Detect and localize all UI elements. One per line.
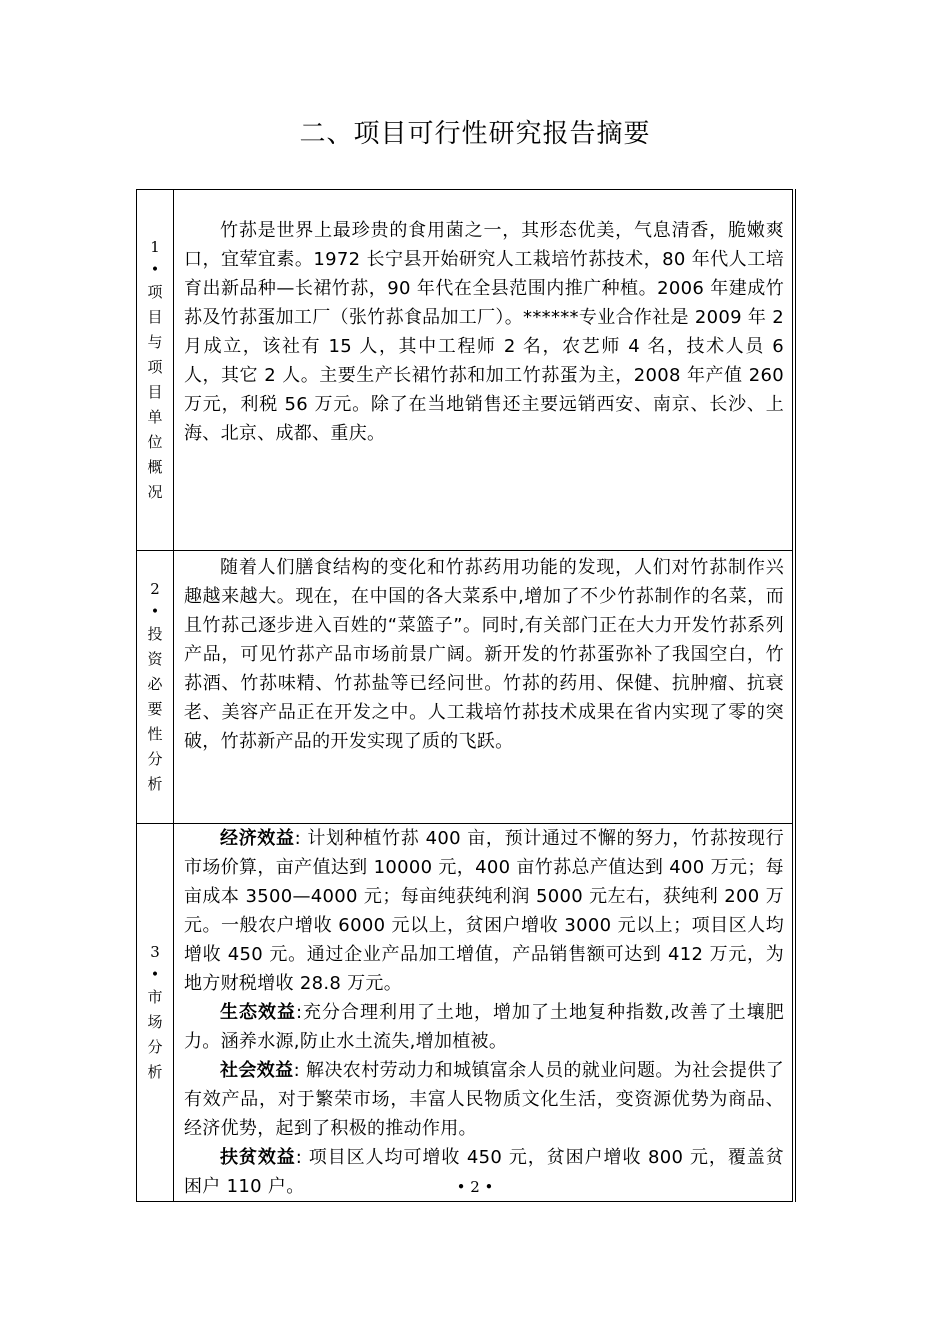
- row-label-char: 项: [147, 358, 163, 376]
- row-label-char: 析: [147, 1063, 163, 1081]
- paragraph-text: :充分合理利用了土地，增加了土地复种指数,改善了土壤肥力。涵养水源,防止水土流失,增加植被。: [184, 1002, 785, 1052]
- paragraph: [184, 553, 784, 756]
- row-dot: •: [150, 262, 160, 278]
- paragraph-text: : 项目区人均可增收 450 元，贫困户增收 800 元，覆盖贫困户 110 户。: [184, 1147, 785, 1197]
- row-label-char: 要: [147, 700, 163, 718]
- row-label-char: 项: [147, 283, 163, 301]
- row-label-char: 目: [147, 383, 163, 401]
- row-label-char: 况: [147, 483, 163, 501]
- row-label-char: 必: [147, 675, 163, 693]
- row-dot: •: [150, 967, 160, 983]
- row-label-char: 位: [147, 433, 163, 451]
- row-label-char: 性: [147, 725, 163, 743]
- row-label-char: 与: [147, 333, 163, 351]
- paragraph: [184, 824, 784, 998]
- row-label-char: 场: [147, 1013, 163, 1031]
- paragraph-text: : 解决农村劳动力和城镇富余人员的就业问题。为社会提供了有效产品，对于繁荣市场，丰富人民物质文化生活，变资源优势为商品、经济优势，起到了积极的推动作用。: [184, 1060, 785, 1139]
- paragraph-lead: 扶贫效益: [220, 1147, 296, 1168]
- row-label-char: 目: [147, 308, 163, 326]
- row-content: [174, 190, 795, 551]
- row-label: [137, 551, 174, 824]
- paragraph-lead: 社会效益: [220, 1060, 294, 1081]
- row-number: 2: [150, 580, 160, 598]
- page-title: 二、项目可行性研究报告摘要: [299, 119, 651, 149]
- row-label-char: 分: [147, 1038, 163, 1056]
- table-row: [137, 551, 795, 824]
- paragraph-text: 随着人们膳食结构的变化和竹荪药用功能的发现，人们对竹荪制作兴趣越来越大。现在，在中国的各大菜系中,增加了不少竹荪制作的名菜，而且竹荪己逐步进入百姓的“菜篮子”。同时,有关部门正在大力开发竹荪系列产品，可见竹荪产品市场前景广阔。新开发的竹荪蛋弥补了我国空白，竹荪酒、竹荪味精、竹荪盐等已经问世。竹荪的药用、保健、抗肿瘤、抗衰老、美容产品正在开发之中。人工栽培竹荪技术成果在省内实现了零的突破，竹荪新产品的开发实现了质的飞跃。: [184, 557, 784, 752]
- row-label: [137, 824, 174, 1202]
- row-label-char: 分: [147, 750, 163, 768]
- row-label-char: 投: [147, 625, 163, 643]
- row-label-char: 单: [147, 408, 163, 426]
- paragraph: [184, 1056, 784, 1143]
- row-dot: •: [150, 604, 160, 620]
- row-label-char: 概: [147, 458, 163, 476]
- row-content: [174, 824, 795, 1202]
- row-label-char: 市: [147, 988, 163, 1006]
- row-label-char: 析: [147, 775, 163, 793]
- row-label: [137, 190, 174, 551]
- paragraph: [184, 998, 784, 1056]
- table-row: [137, 190, 795, 551]
- row-number: 3: [150, 943, 160, 961]
- paragraph: [184, 216, 784, 448]
- paragraph-lead: 经济效益: [220, 828, 295, 849]
- paragraph-lead: 生态效益: [220, 1002, 296, 1023]
- paragraph-text: 竹荪是世界上最珍贵的食用菌之一，其形态优美，气息清香，脆嫩爽口，宜荤宜素。1972 长宁县开始研究人工栽培竹荪技术，80 年代人工培育出新品种—长裙竹荪，90 年代在全县范围内推广种植。2006 年建成竹荪及竹荪蛋加工厂（张竹荪食品加工厂）。******专业合作社是 2009 年 2 月成立，该社有 15 人，其中工程师 2 名，农艺师 4 名，技术人员 6 人，其它 2 人。主要生产长裙竹荪和加工竹荪蛋为主，2008 年产值 260 万元，利税 56 万元。除了在当地销售还主要远销西安、南京、长沙、上海、北京、成都、重庆。: [184, 220, 784, 444]
- row-content: [174, 551, 795, 824]
- page-number: • 2 •: [456, 1178, 494, 1196]
- table-row: [137, 824, 795, 1202]
- row-number: 1: [150, 238, 160, 256]
- paragraph-text: : 计划种植竹荪 400 亩，预计通过不懈的努力，竹荪按现行市场价算，亩产值达到 10000 元，400 亩竹荪总产值达到 400 万元；每亩成本 3500—4000 元；每亩纯获纯利润 5000 元左右，获纯利 200 万元。一般农户增收 6000 元以上，贫困户增收 3000 元以上；项目区人均增收 450 元。通过企业产品加工增值，产品销售额可达到 412 万元，为地方财税增收 28.8 万元。: [184, 828, 784, 994]
- row-label-char: 资: [147, 650, 163, 668]
- summary-table: [136, 189, 796, 1202]
